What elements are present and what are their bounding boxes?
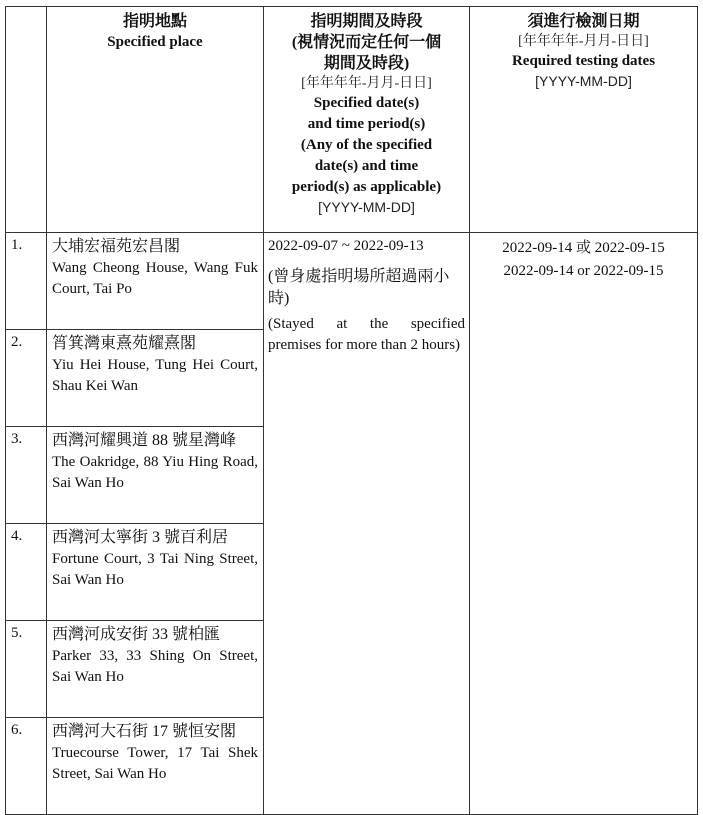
row-number: 1. [6, 233, 47, 330]
header-number [6, 7, 47, 233]
header-place-en: Specified place [107, 34, 203, 50]
place-name-zh: 大埔宏福苑宏昌閣 [52, 238, 181, 255]
header-period-en-line: period(s) as applicable) [291, 179, 442, 195]
header-testing-format-zh: [年年年年-月月-日日] [518, 34, 649, 49]
header-period-format-zh: [年年年年-月月-日日] [301, 76, 432, 91]
place-cell [47, 718, 264, 815]
table-row [6, 233, 698, 330]
place-name-zh: 西灣河成安街 33 號柏匯 [52, 626, 221, 643]
place-name-zh: 西灣河太寧街 3 號百利居 [52, 529, 229, 546]
period-note-en: (Stayed at the specified premises for more than 2 hours) [268, 316, 465, 353]
header-period-zh-line: (視情況而定任何一個 [291, 34, 442, 51]
place-name-en: Fortune Court, 3 Tai Ning Street, Sai Wan Ho [52, 551, 258, 588]
place-cell [47, 330, 264, 427]
place-name-en: Wang Cheong House, Wang Fuk Court, Tai Po [52, 260, 258, 297]
place-name-zh: 西灣河耀興道 88 號星灣峰 [52, 432, 237, 449]
header-period-format-en: [YYYY-MM-DD] [318, 199, 415, 215]
header-period-en-line: and time period(s) [307, 116, 426, 132]
header-place [47, 7, 264, 233]
header-period [264, 7, 470, 233]
period-dates: 2022-09-07 ~ 2022-09-13 [268, 238, 424, 254]
row-number: 5. [6, 621, 47, 718]
header-testing-zh: 須進行檢測日期 [527, 13, 640, 30]
header-row [6, 7, 698, 233]
place-name-zh: 西灣河大石街 17 號恒安閣 [52, 723, 237, 740]
header-testing [470, 7, 698, 233]
header-testing-en: Required testing dates [511, 53, 656, 69]
testing-cell [470, 233, 698, 815]
place-cell [47, 524, 264, 621]
place-name-en: The Oakridge, 88 Yiu Hing Road, Sai Wan Ho [52, 454, 258, 491]
row-number: 6. [6, 718, 47, 815]
header-period-zh-line: 指明期間及時段 [310, 13, 423, 30]
testing-dates-en: 2022-09-14 or 2022-09-15 [503, 263, 664, 279]
specified-places-table [5, 6, 698, 815]
place-cell [47, 233, 264, 330]
header-period-zh-line: 期間及時段) [323, 55, 410, 72]
row-number: 2. [6, 330, 47, 427]
place-name-en: Truecourse Tower, 17 Tai Shek Street, Sai Wan Ho [52, 745, 258, 782]
header-testing-format-en: [YYYY-MM-DD] [535, 73, 632, 89]
period-cell [264, 233, 470, 815]
place-cell [47, 621, 264, 718]
header-period-en-line: Specified date(s) [313, 95, 420, 111]
place-cell [47, 427, 264, 524]
place-name-en: Parker 33, 33 Shing On Street, Sai Wan Ho [52, 648, 258, 685]
place-name-en: Yiu Hei House, Tung Hei Court, Shau Kei Wan [52, 357, 258, 394]
header-period-en-line: date(s) and time [314, 158, 419, 174]
header-period-en-line: (Any of the specified [300, 137, 433, 153]
header-place-zh: 指明地點 [122, 13, 187, 30]
row-number: 3. [6, 427, 47, 524]
testing-dates-zh: 2022-09-14 或 2022-09-15 [502, 240, 665, 256]
period-note-zh: (曾身處指明場所超過兩小時) [268, 268, 450, 307]
row-number: 4. [6, 524, 47, 621]
place-name-zh: 筲箕灣東熹苑耀熹閣 [52, 335, 197, 352]
